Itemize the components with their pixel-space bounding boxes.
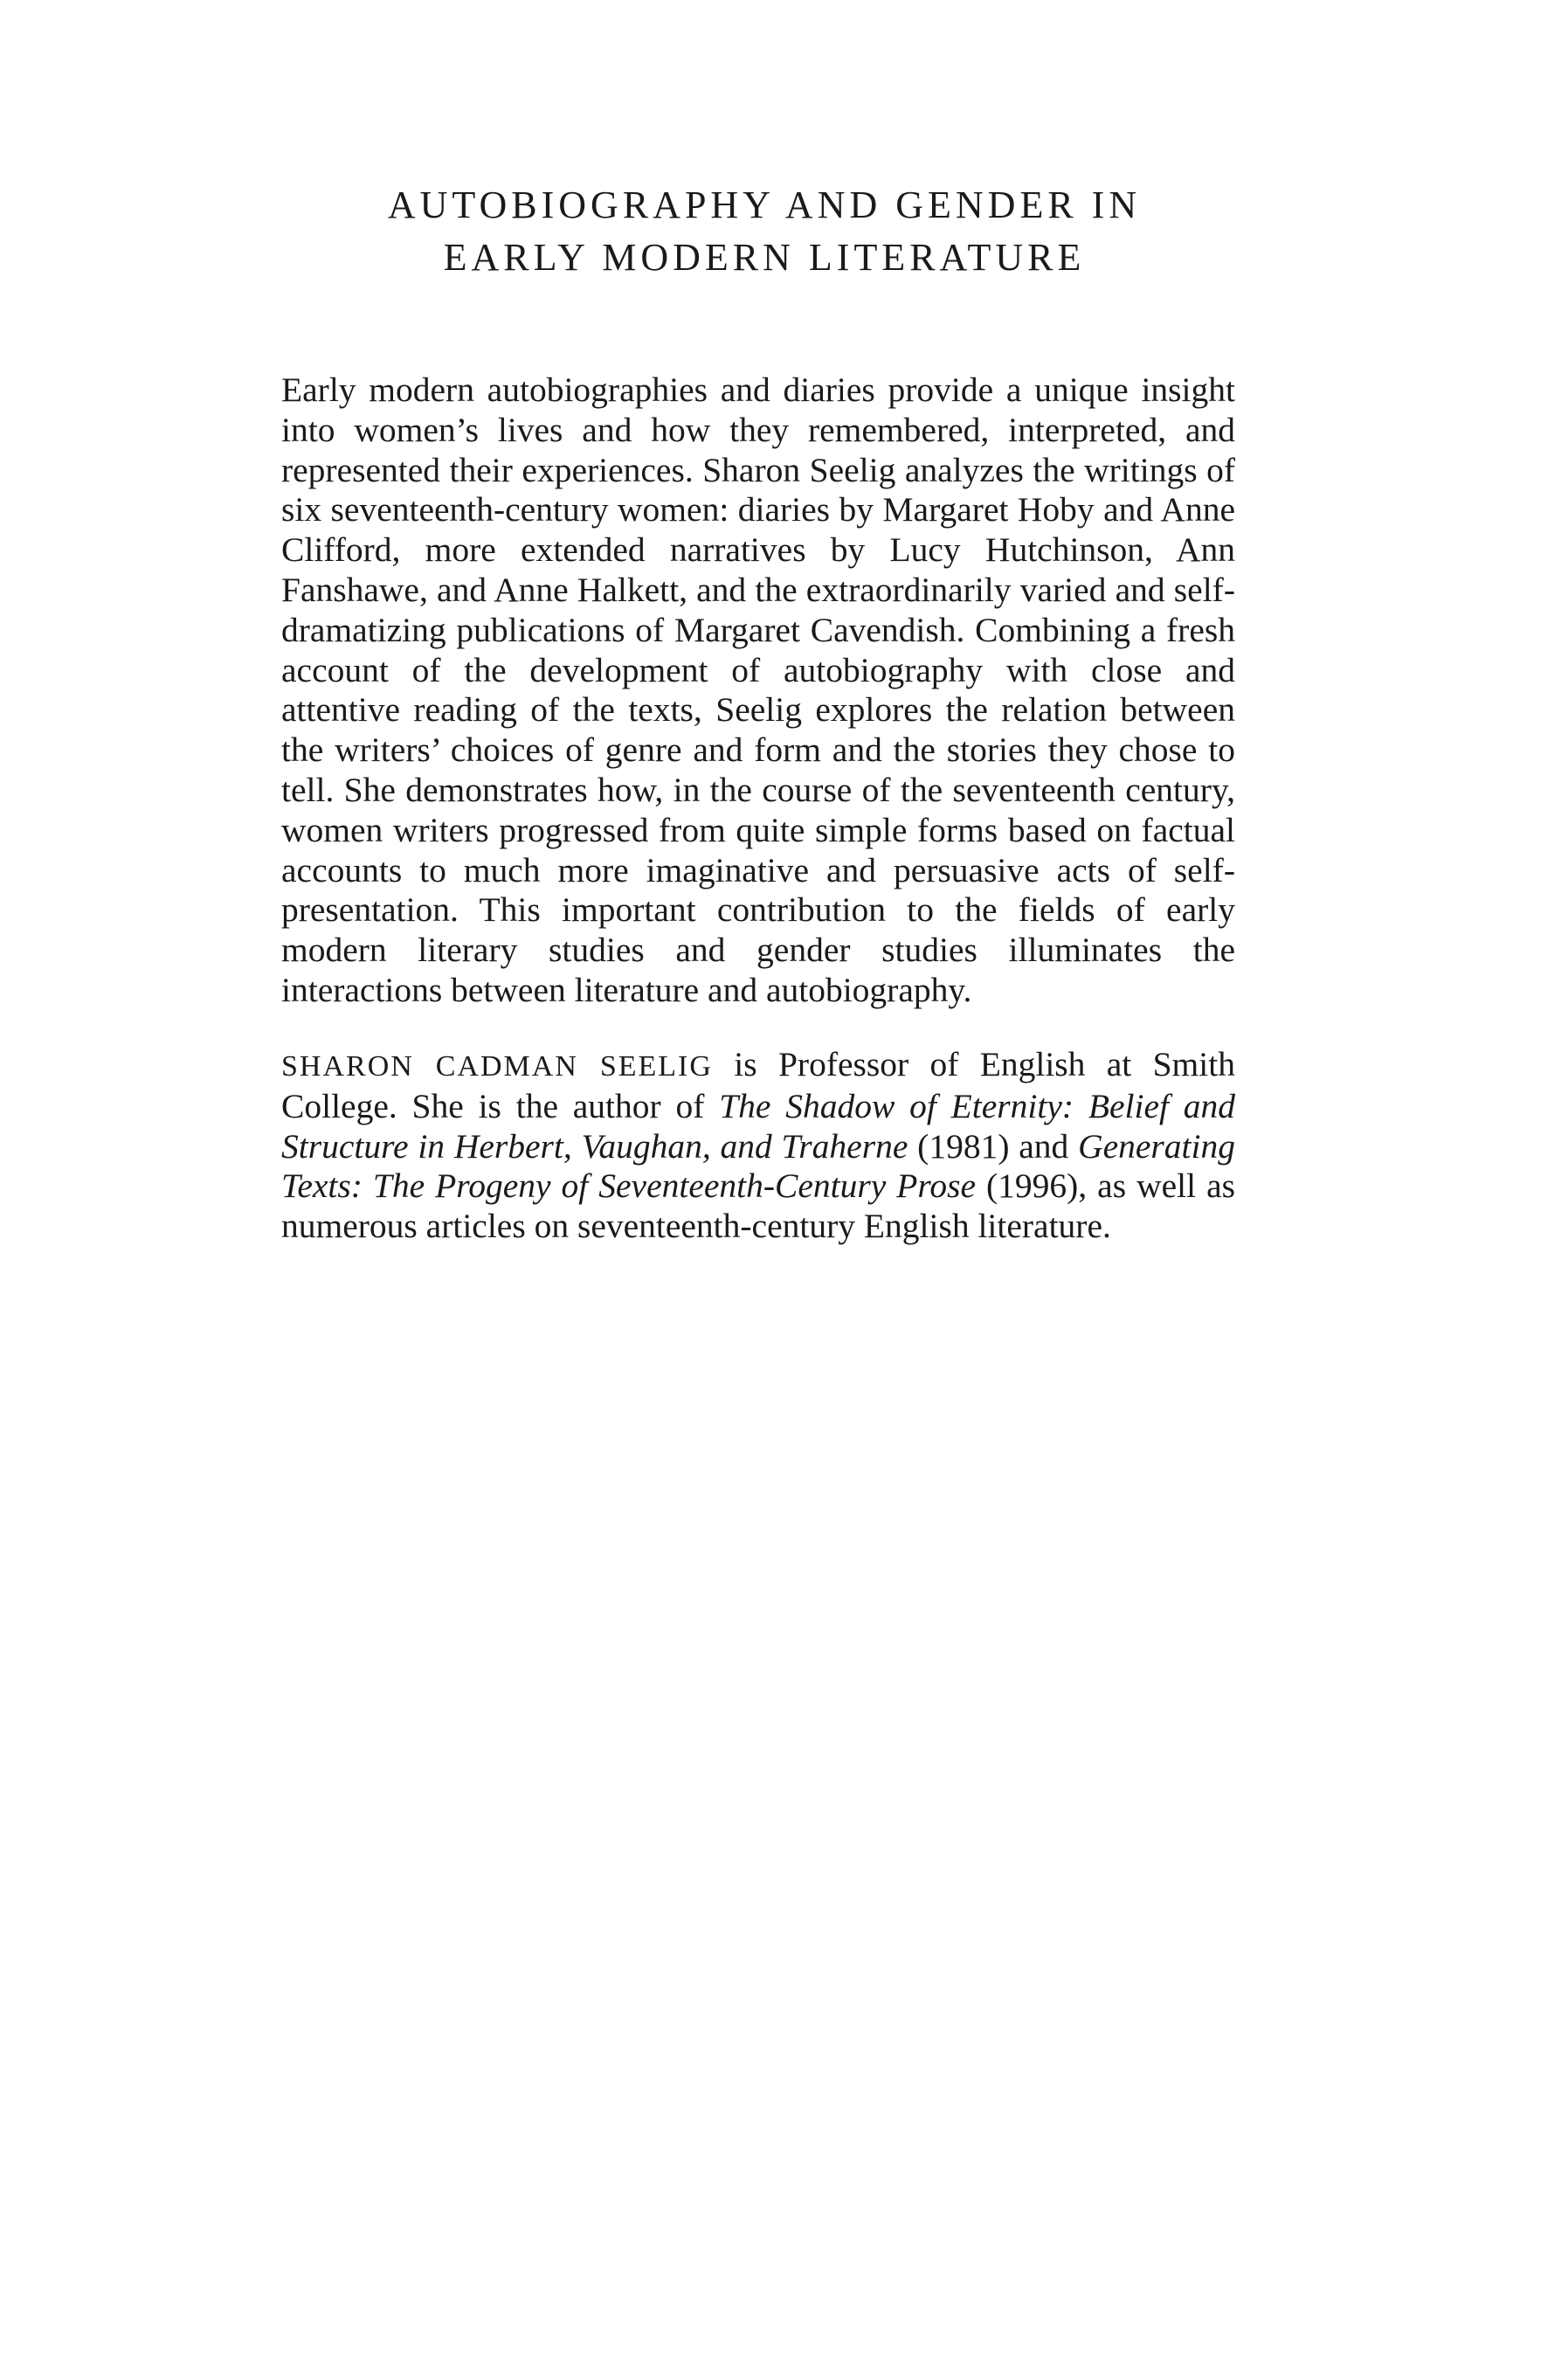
- bio-text-year: (1981) and: [908, 1126, 1079, 1166]
- book-title-1: The Shadow of Eternity: Belief and Structure in Herbert, Vaughan, and Traherne: [281, 1086, 1235, 1166]
- author-name: SHARON CADMAN SEELIG: [281, 1050, 713, 1083]
- book-title-line-1: AUTOBIOGRAPHY AND GENDER IN: [387, 183, 1142, 226]
- book-title: [262, 179, 1267, 284]
- book-title-2: Generating Texts: The Progeny of Seventeenth-Century Prose: [281, 1126, 1236, 1206]
- bio-text-2: (1996), as well as numerous articles on seventeenth-century English literature.: [281, 1166, 1236, 1246]
- author-bio: [281, 1045, 1235, 1247]
- book-title-line-2: EARLY MODERN LITERATURE: [443, 236, 1086, 279]
- bio-text-1: is Professor of English at Smith College. She is the author of: [281, 1045, 1235, 1125]
- book-description: Early modern autobiographies and diaries provide a unique insight into women’s lives and how they remembered, interpreted, and represented their experiences. Sharon Seelig analyzes the writings of six seventeenth-century women: diaries by Margaret Hoby and Anne Clifford, more extended narratives by Lucy Hutchinson, Ann Fanshawe, and Anne Halkett, and the extraordinarily varied and self-dramatizing publications of Margaret Cavendish. Combining a fresh account of the development of autobiography with close and attentive reading of the texts, Seelig explores the relation between the writers’ choices of genre and form and the stories they chose to tell. She demonstrates how, in the course of the seventeenth century, women writers progressed from quite simple forms based on factual accounts to much more imaginative and persuasive acts of self-presentation. This important contribution to the fields of early modern literary studies and gender studies illuminates the interactions between literature and autobiography.: [281, 370, 1235, 1009]
